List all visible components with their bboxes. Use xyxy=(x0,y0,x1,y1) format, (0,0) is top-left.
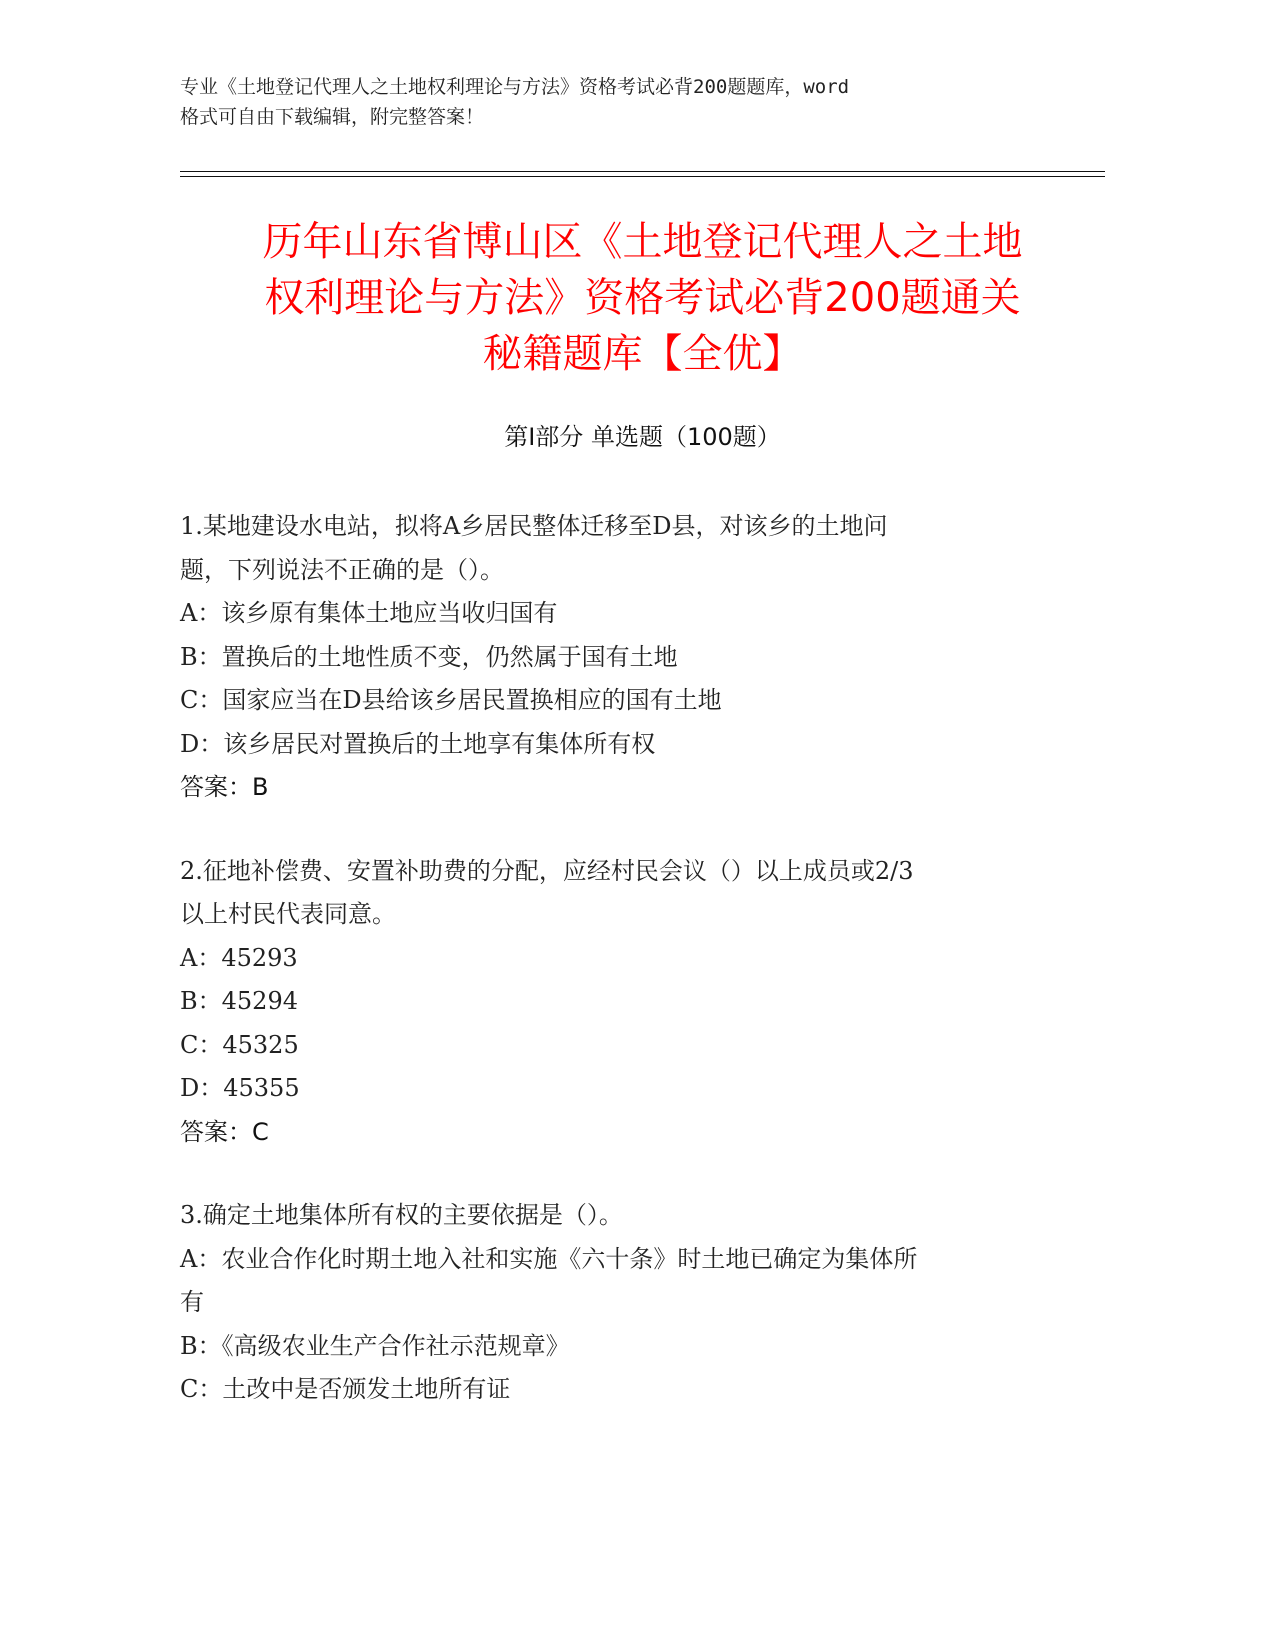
option-c: C：国家应当在D县给该乡居民置换相应的国有土地 xyxy=(180,686,722,714)
question-item xyxy=(180,505,1040,810)
document-title xyxy=(180,214,1105,382)
option-b: B：《高级农业生产合作社示范规章》 xyxy=(180,1331,570,1360)
question-stem-line: 1.某地建设水电站，拟将A乡居民整体迁移至D县，对该乡的土地问 xyxy=(180,512,888,540)
question-item xyxy=(180,850,1040,1155)
option-a: A：45293 xyxy=(180,943,298,972)
option-b: B：置换后的土地性质不变，仍然属于国有土地 xyxy=(180,642,678,671)
question-item xyxy=(180,1194,1040,1412)
option-a: A：该乡原有集体土地应当收归国有 xyxy=(180,599,558,627)
option-a: A：农业合作化时期土地入社和实施《六十条》时土地已确定为集体所 xyxy=(180,1244,918,1273)
question-stem-line: 2.征地补偿费、安置补助费的分配，应经村民会议（）以上成员或2/3 xyxy=(180,856,914,885)
question-stem-line: 题，下列说法不正确的是（）。 xyxy=(180,555,504,584)
section-heading: 第Ⅰ部分 单选题（100题） xyxy=(504,423,781,451)
option-d: D：该乡居民对置换后的土地享有集体所有权 xyxy=(180,729,656,758)
answer-line: 答案：B xyxy=(180,773,269,801)
header-note-line: 专业《土地登记代理人之土地权利理论与方法》资格考试必背200题题库，word xyxy=(180,76,850,98)
header-note xyxy=(180,72,1040,132)
option-c: C：土改中是否颁发土地所有证 xyxy=(180,1375,511,1403)
title-line: 权利理论与方法》资格考试必背200题通关 xyxy=(264,275,1021,321)
question-list xyxy=(180,505,1040,1452)
title-line: 历年山东省博山区《土地登记代理人之土地 xyxy=(262,219,1023,265)
header-note-line: 格式可自由下载编辑，附完整答案！ xyxy=(180,106,485,128)
option-c: C：45325 xyxy=(180,1030,299,1059)
answer-line: 答案：C xyxy=(180,1117,269,1146)
question-stem-line: 以上村民代表同意。 xyxy=(180,900,396,928)
title-line: 秘籍题库【全优】 xyxy=(482,331,803,377)
option-a-continued: 有 xyxy=(180,1288,204,1316)
divider xyxy=(180,171,1105,172)
option-b: B：45294 xyxy=(180,987,298,1015)
question-stem-line: 3.确定土地集体所有权的主要依据是（）。 xyxy=(180,1201,623,1229)
divider xyxy=(180,176,1105,177)
option-d: D：45355 xyxy=(180,1074,300,1102)
